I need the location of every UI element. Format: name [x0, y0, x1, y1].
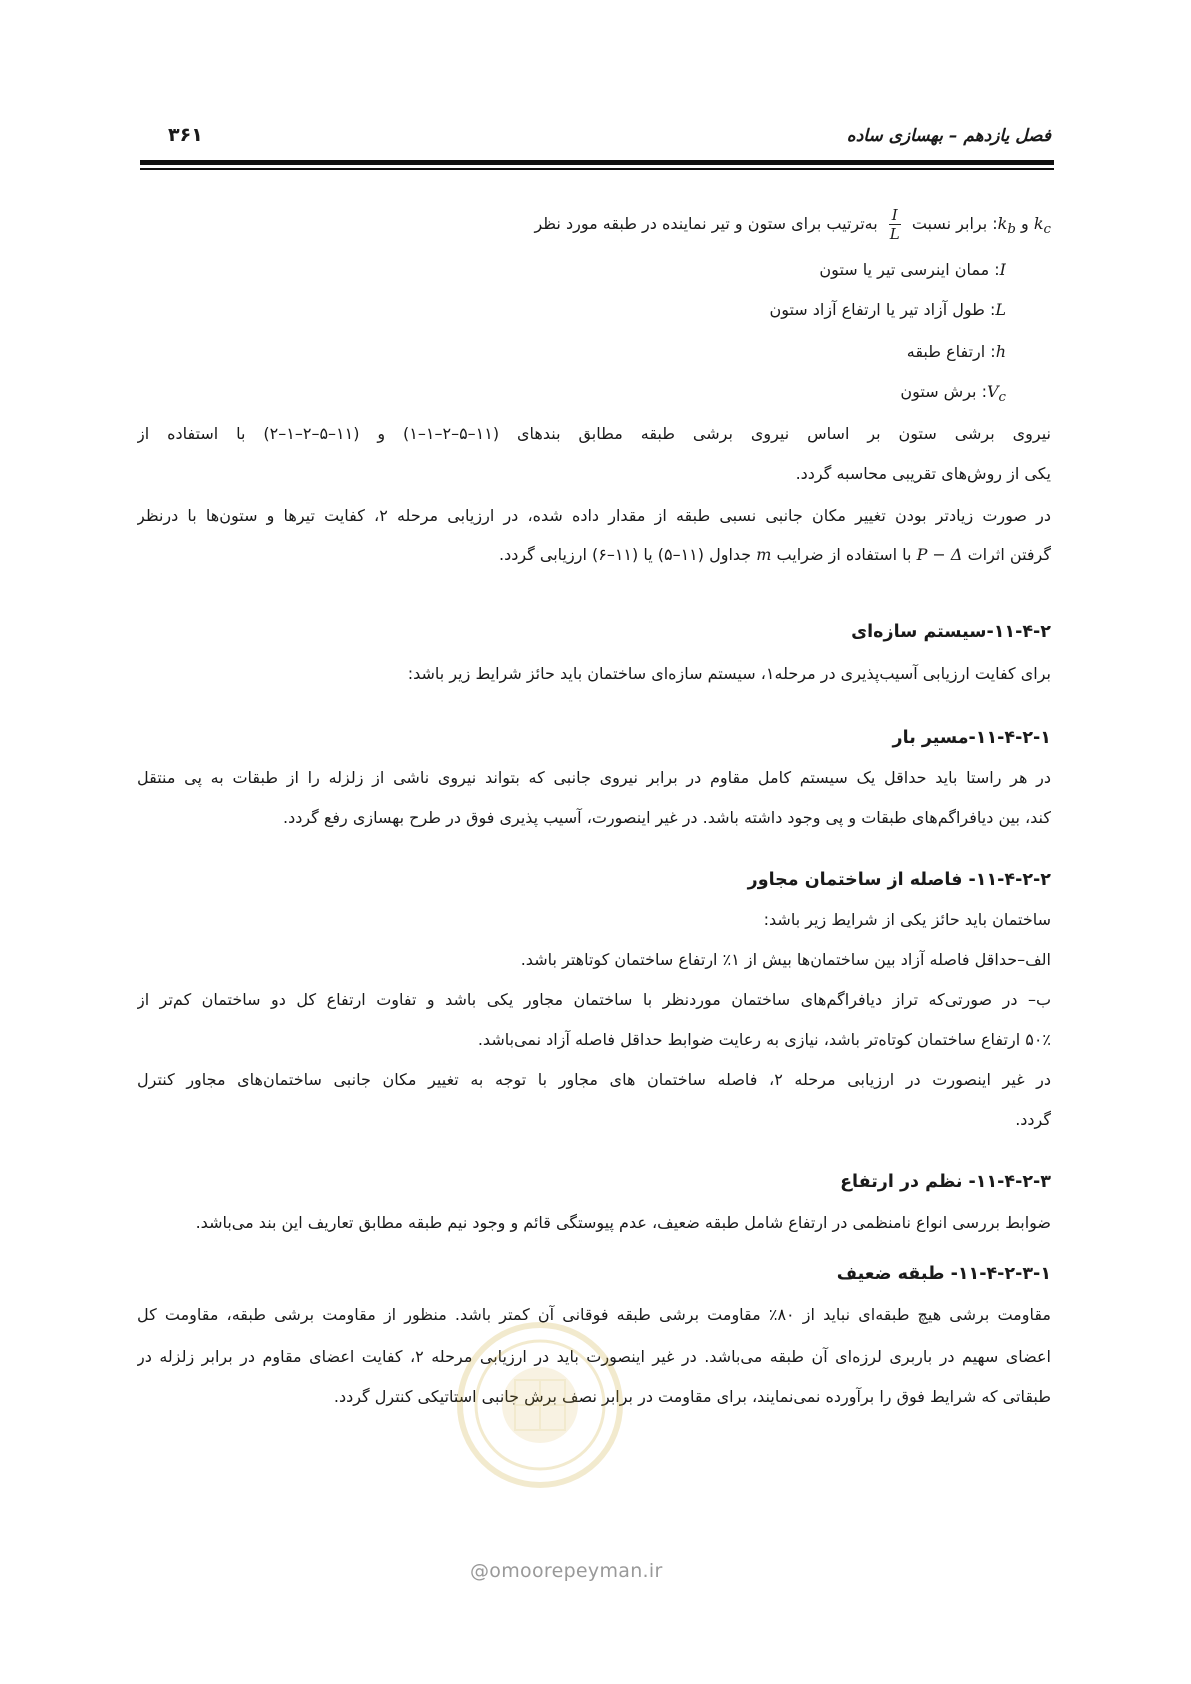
section-heading: ۱۱-۴-۲-سیستم سازه‌ای [851, 622, 1051, 642]
fraction-I-over-L: $\frac{I}{L}$ [889, 206, 900, 243]
paragraph-line: ساختمان باید حائز یکی از شرایط زیر باشد: [763, 910, 1051, 929]
paragraph-line: گردد. [1015, 1110, 1051, 1129]
paragraph-line: در غیر اینصورت در ارزیابی مرحله ۲، فاصله ساختمان های مجاور با توجه به تغییر مکان جانبی ساختمان‌های مجاور کنترل [137, 1070, 1051, 1089]
paragraph-line: طبقاتی که شرایط فوق را برآورده نمی‌نمایند، برای مقاومت در برابر نصف برش جانبی استاتیکی کنترل گردد. [333, 1387, 1051, 1406]
text-fragment: با استفاده از ضرایب [776, 545, 912, 564]
paragraph-line: در هر راستا باید حداقل یک سیستم کامل مقاوم در برابر نیروی جانبی که بتواند نیروی ناشی از زلزله را از طبقات به پی منتقل [137, 768, 1051, 787]
paragraph-line: ضوابط بررسی انواع نامنظمی در ارتفاع شامل طبقه ضعیف، عدم پیوستگی قائم و وجود نیم طبقه مطابق تعاریف این بند می‌باشد. [195, 1213, 1051, 1232]
section-heading: ۱۱-۴-۲-۱-مسیر بار [892, 728, 1051, 748]
paragraph-line: یکی از روش‌های تقریبی محاسبه گردد. [795, 464, 1051, 483]
paragraph-line: الف–حداقل فاصله آزاد بین ساختمان‌ها بیش از ۱٪ ارتفاع ساختمان کوتاهتر باشد. [520, 950, 1051, 969]
definition-kb-kc [137, 206, 1051, 245]
definition-text: : برش ستون [900, 382, 987, 401]
symbol-h: h [995, 342, 1006, 361]
paragraph-line: مقاومت برشی هیچ طبقه‌ای نباید از ۸۰٪ مقاومت برشی طبقه فوقانی آن کمتر باشد. منظور از مقاومت برشی طبقه، مقاومت کل [137, 1305, 1051, 1324]
paragraph-line: برای کفایت ارزیابی آسیب‌پذیری در مرحله۱، سیستم سازه‌ای ساختمان باید حائز شرایط زیر باشد: [407, 664, 1051, 683]
section-heading: ۱۱-۴-۲-۲- فاصله از ساختمان مجاور [747, 870, 1051, 890]
definition-text: : ارتفاع طبقه [906, 342, 996, 361]
paragraph-line: ۵۰٪ ارتفاع ساختمان کوتاه‌تر باشد، نیازی به رعایت ضوابط حداقل فاصله آزاد نمی‌باشد. [477, 1030, 1051, 1049]
definition-L [92, 298, 1006, 322]
symbol-I: I [999, 260, 1006, 279]
page-number: ۳۶۱ [168, 124, 203, 146]
text-fragment: گرفتن اثرات [967, 545, 1051, 564]
paragraph-line: اعضای سهیم در باربری لرزه‌ای آن طبقه می‌باشد. در غیر اینصورت باید در ارزیابی مرحله ۲، کفایت اعضای مقاوم در برابر زلزله در [137, 1347, 1051, 1366]
definition-Vc [92, 380, 1006, 410]
symbol-Vc: $V_c$ [986, 382, 1006, 406]
paragraph-line-p-delta [137, 543, 1051, 567]
definition-text: : طول آزاد تیر یا ارتفاع آزاد ستون [769, 300, 996, 319]
watermark-site: @omoorepeyman.ir [470, 1560, 663, 1582]
symbol-kb: $k_b$ [997, 214, 1016, 238]
running-head-chapter: فصل یازدهم – بهسازی ساده [846, 126, 1051, 146]
header-rule-thick [140, 160, 1054, 165]
section-heading: ۱۱-۴-۲-۳- نظم در ارتفاع [840, 1172, 1051, 1192]
definition-I [92, 258, 1006, 282]
definition-and: و [1015, 214, 1034, 233]
symbol-p-delta: P − Δ [916, 545, 963, 564]
symbol-L: L [995, 300, 1006, 319]
paragraph-line: نیروی برشی ستون بر اساس نیروی برشی طبقه مطابق بندهای (۱۱–۵–۲–۱–۱) و (۱۱–۵–۲–۱–۲) با استفاده از [137, 424, 1051, 443]
definition-h [92, 340, 1006, 364]
definition-text: : برابر نسبت [911, 214, 998, 233]
text-fragment: جداول (۱۱–۵) یا (۱۱–۶) ارزیابی گردد. [499, 545, 752, 564]
paragraph-line: کند، بین دیافراگم‌های طبقات و پی وجود داشته باشد. در غیر اینصورت، آسیب پذیری فوق در طرح بهسازی رفع گردد. [282, 808, 1051, 827]
header-rule-thin [140, 168, 1054, 170]
section-heading: ۱۱-۴-۲-۳-۱- طبقه ضعیف [836, 1264, 1051, 1284]
symbol-m: m [756, 545, 772, 564]
symbol-kc: $k_c$ [1033, 214, 1051, 238]
definition-text: : ممان اینرسی تیر یا ستون [819, 260, 1000, 279]
paragraph-line: ب– در صورتی‌که تراز دیافراگم‌های ساختمان موردنظر با ساختمان مجاور یکی باشد و تفاوت ارتفاع کل دو ساختمان کم‌تر از [137, 990, 1051, 1009]
definition-text-after: به‌ترتیب برای ستون و تیر نماینده در طبقه مورد نظر [534, 214, 878, 233]
paragraph-line: در صورت زیادتر بودن تغییر مکان جانبی نسبی طبقه از مقدار داده شده، در ارزیابی مرحله ۲، کفایت تیرها و ستون‌ها با درنظر [137, 506, 1051, 525]
